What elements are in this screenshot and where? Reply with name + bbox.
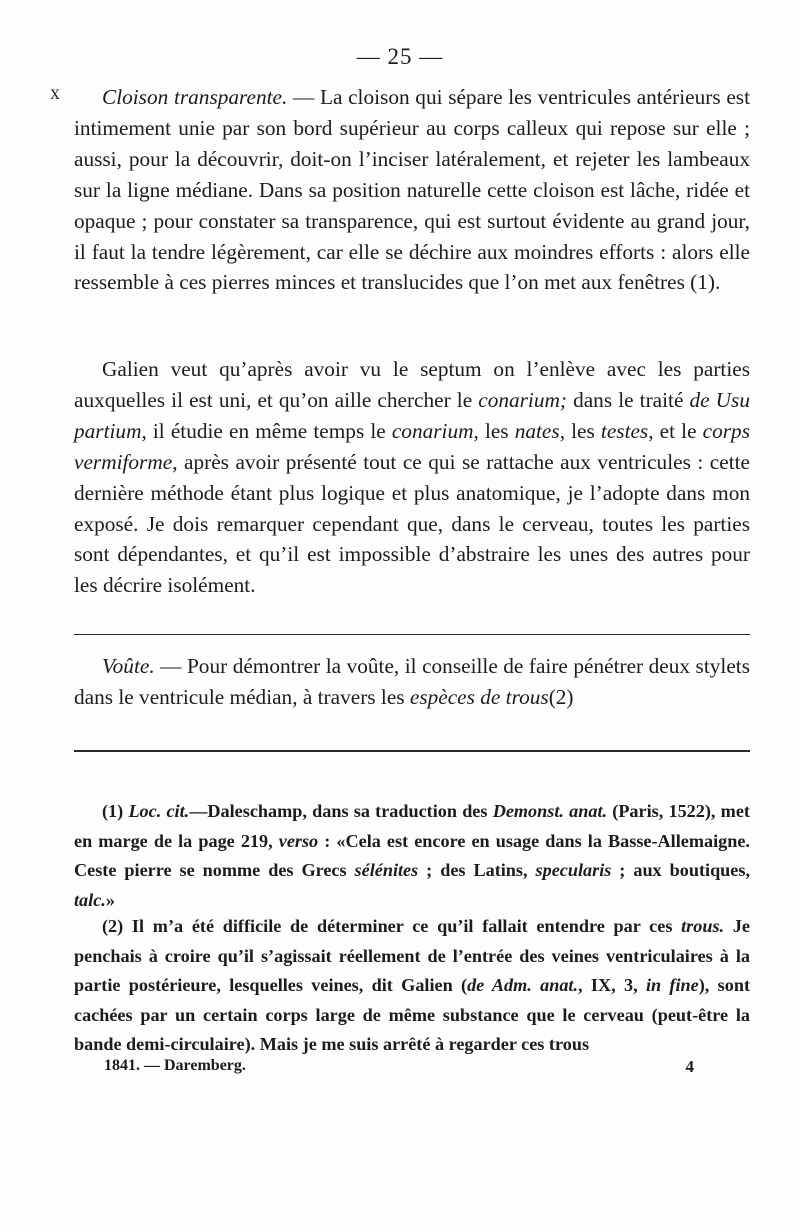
footnote-divider xyxy=(74,750,750,752)
text-run: , et le xyxy=(648,418,703,443)
term-nates: nates xyxy=(514,418,560,443)
page-number: — 25 — xyxy=(356,44,444,69)
signature-line: 1841. — Daremberg. xyxy=(104,1057,246,1074)
text-run: : «Cela est encore en usage dans la Basse-Allemaigne. Ceste pierre se nomme des Grecs xyxy=(74,830,750,880)
text-run: » xyxy=(105,889,115,910)
text-run: , après avoir présenté tout ce qui se rattache aux ventricules : cette dernière méthode étant plus logique et plus anatomique, je l’adopte dans mon exposé. Je dois remarquer cependant que, dans le cerveau, toutes les parties sont dépendantes, et qu’il est impossible d’abstraire les unes des autres pour les décrire isolément. xyxy=(74,449,750,598)
term-especes-de-trous: espèces de trous xyxy=(409,684,549,709)
text-run: dans le traité xyxy=(566,387,690,412)
section-heading-cloison: Cloison transparente. xyxy=(102,85,288,109)
text-run: , IX, 3, xyxy=(578,975,646,995)
text-run: ; aux boutiques, xyxy=(611,860,750,880)
signature-footer xyxy=(104,1057,694,1077)
section-heading-voute: Voûte. xyxy=(102,654,155,678)
footnote-2 xyxy=(74,912,750,1060)
paragraph-voute xyxy=(74,651,750,713)
text-run: ), sont cachées par un certain corps large de même substance que le cerveau (peut-être la bande demi-circulaire). Mais je me suis arrêté à regarder ces trous xyxy=(74,975,750,1054)
text-run: Galien veut qu’après avoir vu le septum on l’enlève avec les parties auxquelles il est uni, et qu’on aille chercher le xyxy=(74,357,750,412)
term-conarium: conarium xyxy=(391,418,474,443)
text-run: Je penchais à croire qu’il s’agissait réellement de l’entrée des veines ventriculaires à la partie postérieure, lesquelles veines, dit Galien ( xyxy=(74,916,750,995)
section-divider xyxy=(74,634,750,635)
term-verso: verso xyxy=(278,830,319,851)
term-conarium: conarium; xyxy=(478,387,567,412)
paragraph-galien xyxy=(74,354,750,601)
term-corps-vermiforme: corps vermiforme xyxy=(74,418,750,474)
text-run: ; des Latins, xyxy=(418,860,536,880)
section-cloison-transparente xyxy=(74,82,750,298)
term-specularis: specularis xyxy=(535,860,612,880)
sheet-number: 4 xyxy=(685,1057,694,1076)
citation-loc-cit: Loc. cit. xyxy=(128,801,190,821)
text-run: (Paris, 1522), met en marge de la page 219, xyxy=(74,801,750,851)
text-run: , les xyxy=(473,418,515,443)
footnote-text xyxy=(74,797,750,915)
text-run: — Pour démontrer la voûte, il conseille de faire pénétrer deux stylets dans le ventricule médian, à travers les xyxy=(74,654,750,709)
footnote-label: (1) xyxy=(102,801,129,821)
text-run: , les xyxy=(559,418,601,443)
text-run: —Daleschamp, dans sa traduction des xyxy=(189,801,493,821)
footnote-text xyxy=(74,912,750,1060)
text-run: (2) Il m’a été difficile de déterminer ce qu’il fallait entendre par ces xyxy=(102,916,682,936)
work-title-demonst: Demonst. anat. xyxy=(492,801,608,821)
work-title-adm-anat: de Adm. anat. xyxy=(467,975,579,995)
paragraph-cloison xyxy=(74,82,750,298)
term-talc: talc. xyxy=(74,889,106,910)
text-run: , il étudie en même temps le xyxy=(141,418,392,443)
paragraph-text: — La cloison qui sépare les ventricules antérieurs est intimement unie par son bord supérieur au corps calleux qui repose sur elle ; aussi, pour la découvrir, doit-on l’inciser latéralement, et rejeter les lambeaux sur la ligne médiane. Dans sa position naturelle cette cloison est lâche, ridée et opaque ; pour constater sa transparence, qui est surtout évidente au grand jour, il faut la tendre légèrement, car elle se déchire aux moindres efforts : alors elle ressemble à ces pierres minces et translucides que l’on met aux fenêtres (1). xyxy=(74,85,750,295)
work-title-usu-partium: de Usu partium xyxy=(74,387,750,443)
footnote-1 xyxy=(74,797,750,915)
footnote-ref: (2) xyxy=(548,684,574,709)
term-trous: trous. xyxy=(681,916,725,936)
section-galien xyxy=(74,354,750,601)
term-selenites: sélénites xyxy=(354,860,419,880)
margin-annotation: x xyxy=(50,82,60,104)
term-in-fine: in fine xyxy=(645,975,699,995)
term-testes: testes xyxy=(600,418,649,443)
section-voute xyxy=(74,651,750,713)
